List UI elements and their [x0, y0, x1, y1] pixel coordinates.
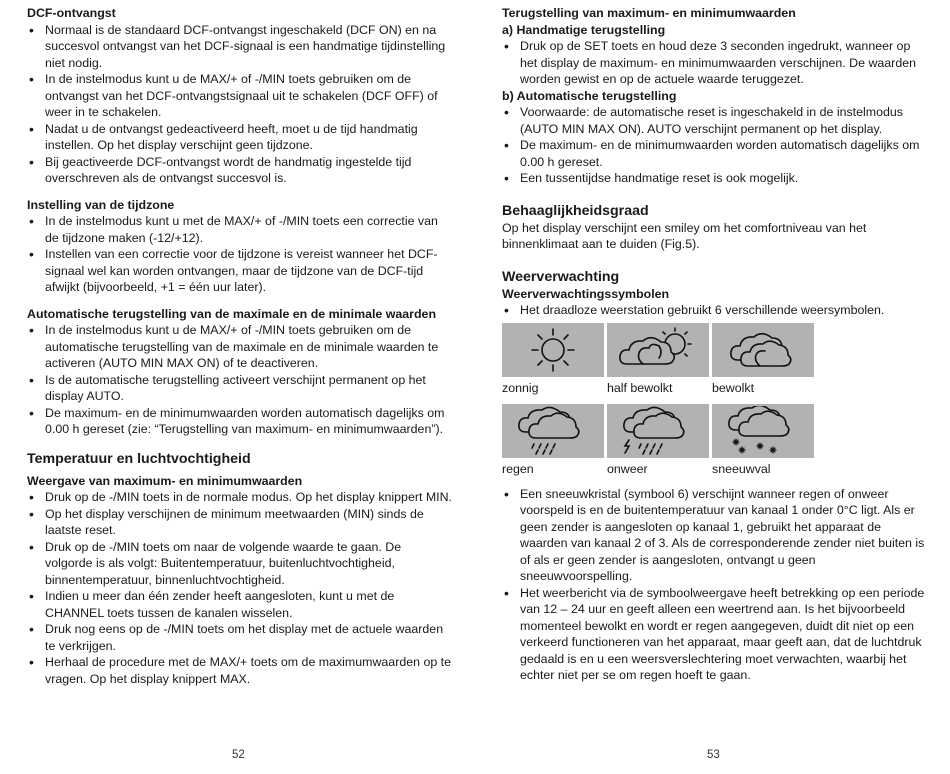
weather-symbol-label: zonnig	[502, 380, 539, 395]
weather-symbol-label: onweer	[607, 462, 648, 476]
minmax-display-item: • Druk op de -/MIN toets om naar de volgende waarde te gaan. De volgorde is als volgt: Buitentemperatuur, buitenluchtvochtigheid, binnentemperatuur, binnenluchtvochtigheid.	[27, 539, 452, 589]
weather-symbol-label: bewolkt	[712, 380, 755, 395]
weather-symbol-label: sneeuwval	[712, 462, 771, 476]
auto-reset-item: • De maximum- en de minimumwaarden worden automatisch dagelijks om 0.00 h gereset (zie: “Terugstelling van maximum- en minimumwaarden”).	[27, 405, 452, 438]
minmax-display-item: • Op het display verschijnen de minimum meetwaarden (MIN) sinds de laatste reset.	[27, 506, 452, 539]
automatic-reset-list	[502, 104, 927, 187]
forecast-notes-list	[502, 486, 927, 684]
auto-reset-title: Automatische terugstelling van de maximale en de minimale waarden	[27, 306, 437, 321]
reset-title: Terugstelling van maximum- en minimumwaarden	[502, 6, 796, 20]
weather-symbol-rain	[502, 404, 604, 486]
weather-symbols-grid	[502, 323, 927, 486]
rain-icon	[502, 404, 604, 458]
temperature-section-title: Temperatuur en luchtvochtigheid	[27, 450, 251, 467]
automatic-reset-title: b) Automatische terugstelling	[502, 88, 677, 103]
auto-reset-item: • In de instelmodus kunt u de MAX/+ of -/MIN toets gebruiken om de automatische terugstelling van de maximale en de minimale waarden te activeren (AUTO MIN MAX ON) of te deactiveren.	[27, 322, 452, 372]
automatic-reset-item: • De maximum- en de minimumwaarden worden automatisch dagelijks om 0.00 h gereset.	[502, 137, 927, 170]
page-number-right: 53	[707, 749, 720, 761]
timezone-title: Instelling van de tijdzone	[27, 197, 175, 212]
dcf-item: • Normaal is de standaard DCF-ontvangst ingeschakeld (DCF ON) en na succesvol ontvangst van het DCF-signaal is een handmatige tijdinstelling niet nodig.	[27, 22, 452, 72]
minmax-display-item: • Indien u meer dan één zender heeft aangesloten, kunt u met de CHANNEL toets tussen de kanalen wisselen.	[27, 588, 452, 621]
forecast-note-item: • Een sneeuwkristal (symbool 6) verschijnt wanneer regen of onweer voorspeld is en de buitentemperatuur van kanaal 1 onder 0°C ligt. Als er geen zender is aangesloten op kanaal 1, gebruikt het apparaat de waarden van kanaal 2 of 3. Als de corresponderende zender niet buiten is of als er geen zender is aangesloten, ontvangt u geen sneeuwvoorspelling.	[502, 486, 927, 585]
cloudy-icon	[712, 323, 814, 377]
minmax-display-item: • Druk op de -/MIN toets in de normale modus. Op het display knippert MIN.	[27, 489, 452, 506]
auto-reset-item: • Is de automatische terugstelling activeert verschijnt permanent op het display AUTO.	[27, 372, 452, 405]
weather-symbol-sunny	[502, 323, 604, 405]
timezone-list	[27, 213, 452, 296]
minmax-display-list	[27, 489, 452, 687]
symbols-intro-item: • Het draadloze weerstation gebruikt 6 verschillende weersymbolen.	[502, 302, 927, 319]
minmax-display-title: Weergave van maximum- en minimumwaarden	[27, 473, 303, 488]
manual-reset-item: • Druk op de SET toets en houd deze 3 seconden ingedrukt, wanneer op het display de maximum- en minimumwaarden verschijnen. De waarden worden gewist en op de actuele waarde teruggezet.	[502, 38, 927, 88]
minmax-display-item: • Druk nog eens op de -/MIN toets om het display met de actuele waarden te verkrijgen.	[27, 621, 452, 654]
automatic-reset-item: • Een tussentijdse handmatige reset is ook mogelijk.	[502, 170, 927, 187]
timezone-item: • In de instelmodus kunt u met de MAX/+ of -/MIN toets een correctie van de tijdzone maken (-12/+12).	[27, 213, 452, 246]
symbols-title: Weerverwachtingssymbolen	[502, 286, 670, 301]
dcf-title: DCF-ontvangst	[27, 6, 116, 20]
partly-cloudy-icon	[607, 323, 709, 377]
comfort-text: Op het display verschijnt een smiley om het comfortniveau van het binnenklimaat aan te duiden (Fig.5).	[502, 220, 867, 251]
weather-symbol-label: half bewolkt	[607, 380, 673, 395]
weather-symbol-snowfall	[712, 404, 814, 486]
weather-symbol-cloudy	[712, 323, 814, 405]
automatic-reset-item: • Voorwaarde: de automatische reset is ingeschakeld in de instelmodus (AUTO MIN MAX ON). AUTO verschijnt permanent op het display.	[502, 104, 927, 137]
dcf-list	[27, 22, 452, 187]
forecast-title: Weerverwachting	[502, 268, 620, 285]
page-number-left: 52	[232, 749, 245, 761]
dcf-item: • In de instelmodus kunt u de MAX/+ of -/MIN toets gebruiken om de ontvangst van het DCF-ontvangstsignaal uit te schakelen (DCF OFF) of weer in te schakelen.	[27, 71, 452, 121]
auto-reset-list	[27, 322, 452, 438]
weather-symbol-half-cloudy	[607, 323, 709, 405]
snowfall-icon	[712, 404, 814, 458]
minmax-display-item: • Herhaal de procedure met de MAX/+ toets om de maximumwaarden op te vragen. Op het display knippert MAX.	[27, 654, 452, 687]
timezone-item: • Instellen van een correctie voor de tijdzone is vereist wanneer het DCF-signaal wel kan worden ontvangen, maar de tijdzone van de DCF-tijd afwijkt (bijvoorbeeld, +1 = één uur later).	[27, 246, 452, 296]
left-page	[27, 5, 452, 687]
manual-reset-list	[502, 38, 927, 88]
weather-symbol-label: regen	[502, 462, 534, 476]
manual-reset-title: a) Handmatige terugstelling	[502, 22, 666, 37]
comfort-title: Behaaglijkheidsgraad	[502, 202, 649, 219]
thunderstorm-icon	[607, 404, 709, 458]
dcf-item: • Bij geactiveerde DCF-ontvangst wordt de handmatig ingestelde tijd overschreven als de ontvangst succesvol is.	[27, 154, 452, 187]
symbols-intro-list	[502, 302, 927, 319]
forecast-note-item: • Het weerbericht via de symboolweergave heeft betrekking op een periode van 12 – 24 uur en geeft alleen een weertrend aan. Is het bijvoorbeeld momenteel bewolkt en wordt er regen aangegeven, duidt dit niet op een verkeerd functioneren van het apparaat, maar geeft aan, dat de luchtdruk gedaald is en u een weersverslechtering moet verwachten, waarbij het echter niet per se om regen hoeft te gaan.	[502, 585, 927, 684]
weather-symbol-thunderstorm	[607, 404, 709, 486]
right-page	[502, 5, 927, 684]
sun-icon	[502, 323, 604, 377]
dcf-item: • Nadat u de ontvangst gedeactiveerd heeft, moet u de tijd handmatig instellen. Op het display verschijnt geen tijdzone.	[27, 121, 452, 154]
